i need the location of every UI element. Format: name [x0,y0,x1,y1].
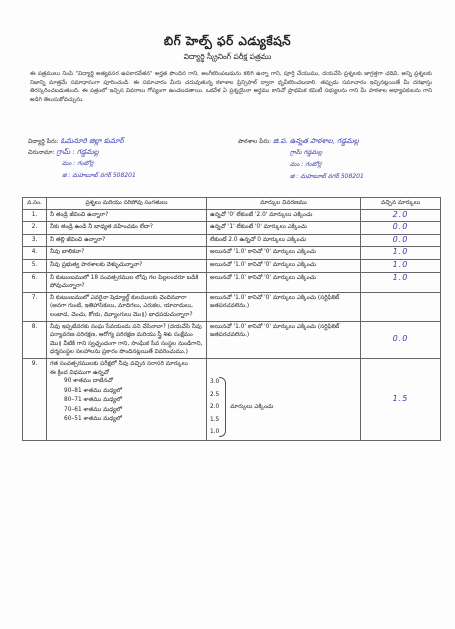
row-criteria: ఉన్నచో '1' లేకుంటే '0' మార్కులు ఎక్కించు [207,222,361,235]
table-header-row [23,198,441,210]
table-row [23,272,441,292]
row-marks: 0.0 [392,222,409,232]
school-name-field [238,136,359,147]
range-list [50,377,203,425]
range-item: 60–51 శాతము మధ్యలో [64,416,122,423]
row-number: 6. [23,272,47,292]
table-row [23,247,441,260]
row-marks: 0.0 [392,333,409,343]
row-criteria: అయినచో '1.0' కానిచో '0' మార్కులు ఎక్కించు (సర్టిఫికెట్ జతపరచవలెను.) [207,321,361,358]
table-row [23,234,441,247]
school-line-3: మం : గంటోర్ల [290,161,322,168]
row-question: నీవు ఇప్పటివరకు సంఘ సేవయందు పని చేసినావా? (దయచేసి నీవు పర్యావరణ పరిరక్షణ, ఆరోగ్య పరిరక్షణ మరియు స్త్రీ శిశు సంక్షేమం మొ॥ వీటికి గాని స్వఛ్ఛందంగా గాని, సాంఘిక సేవ సంస్థల నుండిగాని, ధర్మసంస్థల సలహాలను ప్రకారం పొందినట్లయితే వివరించుము.) [47,321,207,358]
row-number: 7. [23,292,47,321]
row-question: గత సంవత్సరములకు పరీక్షలో నీవు వచ్చిన సరాసరి మార్కులు [50,360,188,367]
header-marks: వచ్చిన మార్కులు [361,198,441,210]
address-line-2: మం : గంటోర్ల [62,160,94,167]
row-number: 9. [23,358,47,440]
row-question: నీ తల్లి జీవించి ఉన్నారా? [47,234,207,247]
row-question: నీవు ప్రభుత్వ పాఠశాలకు వెళ్ళుచున్నావా? [47,259,207,272]
student-name-field [28,136,124,147]
row-marks: 2.0 [392,209,409,219]
row-criteria: మార్కులు ఎక్కించు [230,404,274,411]
row-marks: 1.0 [392,272,409,282]
row-criteria: లేకుంటే 2.0 ఉన్నచో 0 మార్కులు ఎక్కించు [207,234,361,247]
row-question: నీ కుటుంబములో 18 సంవత్సరముల లోపు గల పిల్లలందరూ బడికి పోవుచున్నారా? [47,272,207,292]
range-item: 80–71 శాతము మధ్యలో [64,397,122,404]
student-name-value: ఓమనూరి జిల్లా కుమార్ [60,137,124,145]
table-row [23,209,441,222]
table-row [23,321,441,358]
row-question: నీవు బాలికవా? [47,247,207,260]
form-subtitle: విద్యార్థి స్క్రీనింగ్ పరీక్ష పత్రము [183,52,272,61]
school-line-2: గ్రామ్ గడ్డమల్ల [290,149,323,156]
row-criteria-group [207,358,361,440]
header-questions: ప్రశ్నలు మరియు సరిపోవు సంగతులు [47,198,207,210]
table-row [23,222,441,235]
address-line-3: జి : మహబూబ్ నగర్ 508201 [62,172,136,179]
row-criteria: అయినచో '1.0' కానిచో '0' మార్కులు ఎక్కించు (సర్టిఫికెట్ జతపరచవలెను.) [207,292,361,321]
address-label: చిరునామా: [28,149,55,156]
row-number: 3. [23,234,47,247]
row-question: నీకు తండ్రి ఉండి నీ బాధ్యత వహించడం లేదా? [47,222,207,235]
row-question-sub: ఈ క్రింద విధముగా ఉన్నచో [50,369,110,376]
row-number: 4. [23,247,47,260]
school-line-4: జి : మహబూబ్ నగర్ 508201 [290,173,364,180]
student-name-label: విద్యార్థి పేరు: [28,138,59,145]
row-question: నీ తండ్రి జీవించి ఉన్నారా? [47,209,207,222]
table-row [23,259,441,272]
row-marks: 1.0 [392,247,409,257]
row-number: 8. [23,321,47,358]
scale-value: 1.5 [210,416,220,423]
brace-divider [219,377,226,437]
range-item: 90 శాతము దాటినచో [64,378,113,385]
row-criteria: అయినచో '1.0' కానిచో '0' మార్కులు ఎక్కించు [207,247,361,260]
row-question-group [47,358,207,440]
scale-value: 3.0 [210,378,220,385]
row-marks: 1.5 [392,393,409,403]
row-number: 2. [23,222,47,235]
row-criteria: అయినచో '1.0' కానిచో '0' మార్కులు ఎక్కించు [207,259,361,272]
school-name-value: జి.ప. ఉన్నత పాఠశాల, గడ్డమల్ల [273,137,359,145]
row-question: నీ కుటుంబములో ఎవరైనా షెడ్యూల్డ్ కులములకు చెందినవారా (అనగా గుంటి, ఇతిహాసికులు, మాదిగలు, ఎరుకల, యానాదులు, లంబాడ, చెంచు, కోయ, దివ్యాంగులు మొ॥) బాధపడుచున్నారా? [47,292,207,321]
row-marks: 0.0 [392,234,409,244]
score-scale [210,376,219,439]
address-line-1: గ్రామ్ : గడ్డమల్ల [56,148,99,156]
range-item: 90–81 శాతము మధ్యలో [64,387,122,394]
row-number: 1. [23,209,47,222]
table-row [23,292,441,321]
row-marks: 1.0 [392,259,409,269]
form-title: బిగ్ హెల్ప్ ఫర్ ఎడ్యుకేషన్ [163,34,292,48]
intro-paragraph: ఈ పత్రములు నింపి "విద్యార్థి అత్యవసర ఉపకారవేతన" అర్హత పొందిన గాని, అంగీకరింపబడును కలిగి ఉన్నా గాని, పూర్తి చేయుము, దయచేసి ప్రశ్నలకు జాగ్రత్తగా చదివి, అన్ని ప్రశ్నలకు నిజాన్ని మాత్రమే సమాధానంగా పూరించండి. ఈ సమాచారం మీరు చదువుతున్న కళాశాల ప్రిన్సిపాల్ ద్వారా ధృవీకరించబడాలి. తప్పుడు సమాచారం ఇచ్చినట్లయితే మీ దరఖాస్తు తిరస్కరించబడుతుంది. ఈ పత్రంలో ఇచ్చిన వివరాలు గోప్యంగా ఉంచబడతాయి. ఒకవేళ ఏ ప్రశ్నయైనా అర్థము కానిచో ప్రాథమిక కమిటీ సభ్యులను గాని మీ పాఠశాల అధ్యాపకులను గాని అడిగి తెలుసుకోవచ్చును. [30,71,432,103]
questions-table [22,197,441,441]
range-item: 70–61 శాతము మధ్యలో [64,406,122,413]
row-number: 5. [23,259,47,272]
school-name-label: పాఠశాల పేరు: [238,138,272,145]
address-field [28,147,99,158]
row-criteria: ఉన్నచో '0' లేకుంటే '2.0' మార్కులు ఎక్కించు [207,209,361,222]
scale-value: 2.0 [210,404,220,411]
row-criteria: అయినచో '1.0' కానిచో '0' మార్కులు ఎక్కించు [207,272,361,292]
header-criteria: మార్కుల వివరణము [207,198,361,210]
table-row [23,358,441,440]
header-serial: వ.సం. [23,198,47,210]
scale-value: 2.5 [210,391,220,398]
scale-value: 1.0 [210,429,220,436]
